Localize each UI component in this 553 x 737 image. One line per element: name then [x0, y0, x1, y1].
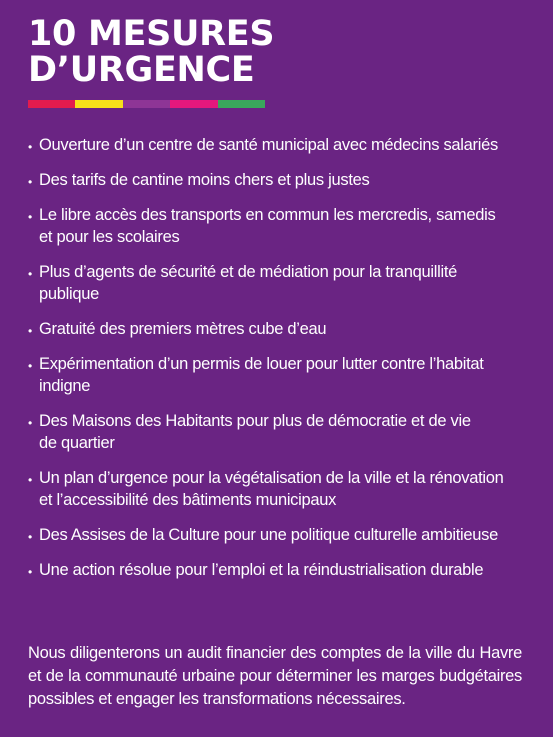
measure-line: Plus d’agents de sécurité et de médiation pour la tranquillité	[39, 263, 457, 281]
measures-list	[28, 134, 525, 581]
measure-line: Gratuité des premiers mètres cube d’eau	[39, 320, 327, 338]
measure-text	[39, 204, 495, 248]
stripe-segment-2	[75, 100, 122, 108]
stripe-segment-5	[218, 100, 265, 108]
measure-line: et pour les scolaires	[39, 228, 180, 246]
measure-text	[39, 169, 369, 191]
bullet-icon: •	[28, 267, 32, 281]
measure-line: Une action résolue pour l’emploi et la réindustrialisation durable	[39, 561, 484, 579]
stripe-segment-4	[170, 100, 217, 108]
measure-text	[39, 524, 498, 546]
list-item	[28, 559, 525, 581]
measure-text	[39, 467, 504, 511]
measure-line: Des tarifs de cantine moins chers et plus justes	[39, 171, 370, 189]
list-item	[28, 134, 525, 156]
bullet-icon: •	[28, 175, 32, 189]
page-title	[28, 16, 525, 88]
stripe-segment-3	[123, 100, 170, 108]
measure-line: et l’accessibilité des bâtiments municipaux	[39, 491, 337, 509]
measure-text	[39, 559, 483, 581]
bullet-icon: •	[28, 359, 32, 373]
measure-text	[39, 261, 457, 305]
measure-line: de quartier	[39, 434, 115, 452]
bullet-icon: •	[28, 565, 32, 579]
list-item	[28, 261, 525, 305]
measure-line: Des Assises de la Culture pour une politique culturelle ambitieuse	[39, 526, 498, 544]
bullet-icon: •	[28, 140, 32, 154]
measure-text	[39, 134, 498, 156]
measure-text	[39, 410, 471, 454]
list-item	[28, 204, 525, 248]
measure-line: Ouverture d’un centre de santé municipal avec médecins salariés	[39, 136, 498, 154]
measure-line: Le libre accès des transports en commun les mercredis, samedis	[39, 206, 496, 224]
stripe-segment-1	[28, 100, 75, 108]
list-item	[28, 318, 525, 340]
measure-line: Des Maisons des Habitants pour plus de démocratie et de vie	[39, 412, 471, 430]
bullet-icon: •	[28, 473, 32, 487]
list-item	[28, 524, 525, 546]
list-item	[28, 467, 525, 511]
audit-note: Nous diligenterons un audit financier des comptes de la ville du Havre et de la communauté urbaine pour déterminer les marges budgétaires possibles et engager les transformations nécessaires.	[28, 644, 522, 708]
bullet-icon: •	[28, 530, 32, 544]
list-item	[28, 169, 525, 191]
measure-text	[39, 318, 326, 340]
title-line-2: D’URGENCE	[28, 50, 255, 90]
title-line-1: 10 MESURES	[28, 14, 275, 54]
list-item	[28, 353, 525, 397]
measure-line: indigne	[39, 377, 91, 395]
bullet-icon: •	[28, 324, 32, 338]
list-item	[28, 410, 525, 454]
color-stripe	[28, 100, 265, 108]
measure-line: Un plan d’urgence pour la végétalisation de la ville et la rénovation	[39, 469, 504, 487]
bullet-icon: •	[28, 416, 32, 430]
measure-line: publique	[39, 285, 99, 303]
bullet-icon: •	[28, 210, 32, 224]
measure-text	[39, 353, 484, 397]
measure-line: Expérimentation d’un permis de louer pour lutter contre l’habitat	[39, 355, 484, 373]
